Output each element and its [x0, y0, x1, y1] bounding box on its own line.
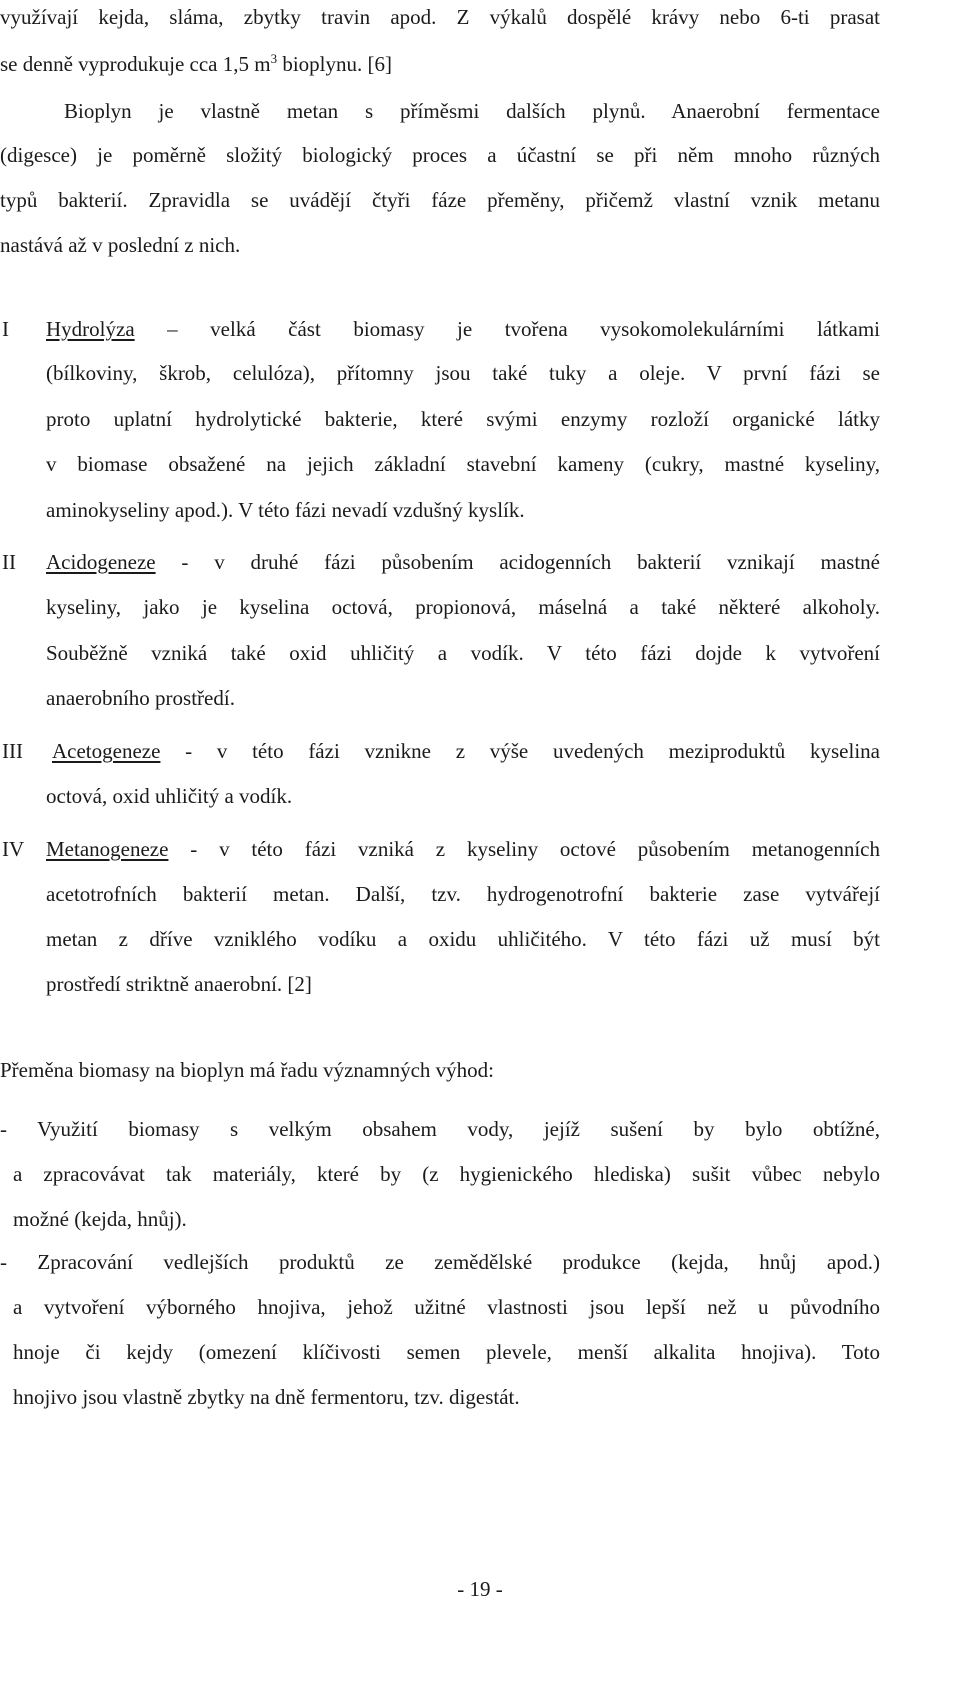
phase-line: (bílkoviny, škrob, celulóza), přítomny jsou také tuky a oleje. V první fázi se [46, 361, 880, 385]
phase-line: kyseliny, jako je kyselina octová, propionová, máselná a také některé alkoholy. [46, 595, 880, 619]
phase-line: v biomase obsažené na jejich základní stavební kameny (cukry, mastné kyseliny, [46, 452, 880, 476]
phase-line: octová, oxid uhličitý a vodík. [46, 784, 293, 808]
phase-line: prostředí striktně anaerobní. [2] [46, 972, 312, 996]
intro-line: nastává až v poslední z nich. [0, 233, 241, 257]
intro-line: se denně vyprodukuje cca 1,5 $m^3$ bioplynu. [6] [0, 51, 392, 76]
phase-line: anaerobního prostředí. [46, 686, 235, 710]
phase-term: Metanogeneze [46, 837, 169, 861]
intro-line: typů bakterií. Zpravidla se uvádějí čtyři fáze přeměny, přičemž vlastní vznik metanu [0, 188, 880, 212]
page-number: - 19 - [457, 1577, 503, 1601]
phase-numeral: IV [2, 837, 25, 861]
list-item-line: hnojivo jsou vlastně zbytky na dně fermentoru, tzv. digestát. [13, 1385, 520, 1409]
list-item-line: možné (kejda, hnůj). [13, 1207, 187, 1231]
list-item-line: hnoje či kejdy (omezení klíčivosti semen plevele, menší alkalita hnojiva). Toto [13, 1340, 880, 1364]
phase-line: Acidogeneze - v druhé fázi působením acidogenních bakterií vznikají mastné [46, 550, 880, 574]
phase-term: Acidogeneze [46, 550, 156, 574]
advantages-heading: Přeměna biomasy na bioplyn má řadu významných výhod: [0, 1058, 494, 1082]
phase-line: Souběžně vzniká také oxid uhličitý a vodík. V této fázi dojde k vytvoření [46, 641, 880, 665]
list-item-line: a vytvoření výborného hnojiva, jehož užitné vlastnosti jsou lepší než u původního [13, 1295, 880, 1319]
phase-term: Hydrolýza [46, 317, 135, 341]
phase-line: acetotrofních bakterií metan. Další, tzv. hydrogenotrofní bakterie zase vytvářejí [46, 882, 880, 906]
phase-term: Acetogeneze [52, 739, 161, 763]
intro-line: Bioplyn je vlastně metan s příměsmi dalších plynů. Anaerobní fermentace [64, 99, 880, 123]
phase-line: metan z dříve vzniklého vodíku a oxidu uhličitého. V této fázi už musí být [46, 927, 880, 951]
intro-line: využívají kejda, sláma, zbytky travin apod. Z výkalů dospělé krávy nebo 6-ti prasat [0, 5, 880, 29]
intro-line: (digesce) je poměrně složitý biologický proces a účastní se při něm mnoho různých [0, 143, 880, 167]
phase-numeral: III [2, 739, 23, 763]
list-item-line: - Využití biomasy s velkým obsahem vody, jejíž sušení by bylo obtížné, [0, 1117, 880, 1141]
phase-line: aminokyseliny apod.). V této fázi nevadí vzdušný kyslík. [46, 498, 525, 522]
phase-line: Hydrolýza – velká část biomasy je tvořena vysokomolekulárními látkami [46, 317, 880, 341]
phase-numeral: I [2, 317, 9, 341]
list-item-line: - Zpracování vedlejších produktů ze zemědělské produkce (kejda, hnůj apod.) [0, 1250, 880, 1274]
phase-numeral: II [2, 550, 16, 574]
phase-line: proto uplatní hydrolytické bakterie, které svými enzymy rozloží organické látky [46, 407, 880, 431]
list-item-line: a zpracovávat tak materiály, které by (z hygienického hlediska) sušit vůbec nebylo [13, 1162, 880, 1186]
superscript: 3 [270, 51, 278, 66]
phase-line: Metanogeneze - v této fázi vzniká z kyseliny octové působením metanogenních [46, 837, 880, 861]
phase-line: Acetogeneze - v této fázi vznikne z výše uvedených meziproduktů kyselina [52, 739, 880, 763]
